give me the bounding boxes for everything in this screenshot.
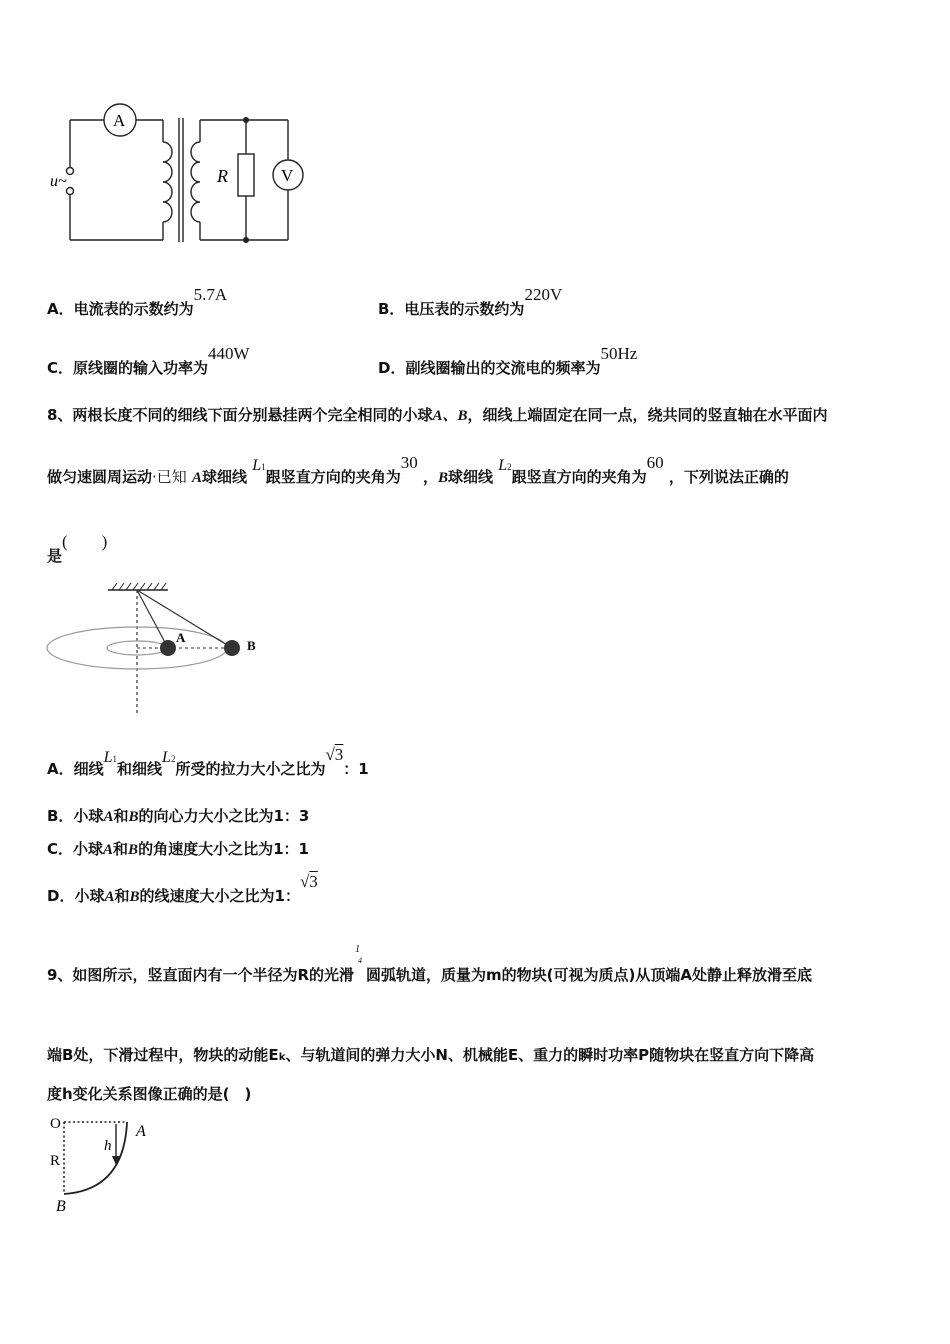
q9-quarter-fraction: 1 4 [355, 944, 362, 965]
q9-stem-line3 [47, 1083, 251, 1104]
conical-pendulum-diagram [40, 580, 280, 720]
quarter-arc-track-diagram [44, 1110, 174, 1220]
arc-label-r: R [50, 1153, 61, 1169]
q7-option-c[interactable] [47, 344, 250, 378]
q8-option-b-ball-b: B [128, 809, 139, 825]
q8-option-d-text: 的线速度大小之比为1： [139, 887, 300, 905]
q8-option-a-text: 和细线 [117, 760, 163, 778]
q8-option-d-text: D．小球 [47, 887, 105, 905]
q8-option-c-text: 和 [113, 840, 129, 858]
q8-option-a-text: A．细线 [47, 760, 104, 778]
arc-label-o: O [50, 1116, 61, 1132]
voltmeter-label: V [281, 166, 294, 185]
q9-stem-text: 度h变化关系图像正确的是( ) [47, 1085, 252, 1103]
ammeter-label: A [113, 111, 126, 130]
q8-stem-line3 [47, 532, 108, 566]
q7-option-a[interactable] [47, 285, 228, 319]
q8-option-a-text: 所受的拉力大小之比为 [175, 760, 326, 778]
q9-ek-subscript: k [278, 1052, 286, 1063]
q8-option-c-text: C．小球 [47, 840, 104, 858]
q8-option-d-text: 和 [114, 887, 130, 905]
q7-option-a-label: A．电流表的示数约为 [47, 300, 194, 318]
q8-stem-line1 [47, 404, 827, 425]
q8-l2-symbol: L2 [498, 457, 512, 474]
q8-option-c-ball-b: B [128, 842, 139, 858]
q7-option-c-value: 440W [208, 344, 250, 363]
q8-stem-text: 跟竖直方向的夹角为 [265, 468, 401, 486]
q8-stem-text: 球细线 [202, 468, 248, 486]
q9-stem-text: 圆弧轨道，质量为m的物块(可视为质点)从顶端A处静止释放滑至底 [366, 966, 812, 984]
q8-stem-line2 [47, 453, 789, 487]
q7-option-b-label: B．电压表的示数约为 [378, 300, 525, 318]
q8-option-d[interactable] [47, 872, 318, 906]
q7-option-b[interactable] [378, 285, 563, 319]
q8-option-b-text: B．小球 [47, 807, 104, 825]
q8-stem-text: ，细线上端固定在同一点，绕共同的竖直轴在水平面内 [467, 406, 828, 424]
arc-label-a: A [136, 1123, 146, 1140]
q8-option-c[interactable] [47, 838, 309, 859]
q8-option-c-ball-a: A [103, 842, 114, 858]
q8-option-b-text: 的向心力大小之比为1：3 [138, 807, 310, 825]
transformer-circuit-diagram [40, 100, 320, 260]
q7-option-b-value: 220V [524, 285, 563, 304]
q9-stem-text: 端B处，下滑过程中，物块的动能E [47, 1046, 279, 1064]
q8-option-d-ball-b: B [129, 889, 140, 905]
q8-option-a-sqrt: √3 [325, 745, 344, 764]
q7-option-d[interactable] [378, 344, 638, 378]
q7-option-c-label: C．原线圈的输入功率为 [47, 359, 209, 377]
q8-angle-60: 60 [646, 453, 664, 472]
pendulum-label-b: B [247, 638, 256, 653]
q8-stem-text: ·已知 [152, 468, 187, 486]
q8-option-b-text: 和 [113, 807, 129, 825]
q8-stem-text: 做匀速圆周运动 [47, 468, 153, 486]
q8-option-b[interactable] [47, 805, 309, 826]
q8-angle-30: 30 [400, 453, 418, 472]
q7-option-d-value: 50Hz [600, 344, 638, 363]
arc-label-h: h [104, 1138, 112, 1154]
q8-answer-blank: ( ) [62, 532, 108, 551]
q8-ball-b: B [437, 470, 448, 486]
resistor-label: R [217, 166, 228, 186]
q8-option-a-l1: L1 [103, 749, 118, 766]
q8-option-a-l2: L2 [162, 749, 176, 766]
q8-option-a-text: ：1 [343, 760, 369, 778]
q8-option-c-text: 的角速度大小之比为1：1 [138, 840, 309, 858]
q9-stem-text: 、与轨道间的弹力大小N、机械能E、重力的瞬时功率P随物块在竖直方向下降高 [285, 1046, 815, 1064]
q9-stem-line2 [47, 1044, 814, 1065]
q8-option-b-ball-a: A [103, 809, 114, 825]
q9-stem-text: 9、如图所示，竖直面内有一个半径为R的光滑 [47, 966, 354, 984]
q8-stem-text: ，下列说法正确的 [668, 468, 789, 486]
arc-label-b: B [56, 1198, 66, 1215]
q8-comma: ， [422, 468, 438, 486]
q8-ball-a: A [192, 470, 203, 486]
q7-option-d-label: D．副线圈输出的交流电的频率为 [378, 359, 601, 377]
q8-stem-text: 是 [47, 547, 63, 565]
source-label: u~ [50, 173, 67, 190]
q8-option-a[interactable] [47, 745, 369, 779]
q8-stem-text: 8、两根长度不同的细线下面分别悬挂两个完全相同的小球 [47, 406, 433, 424]
q8-balls-ab: A、B [432, 408, 468, 424]
q9-stem-line1 [47, 944, 812, 985]
q8-option-d-sqrt: √3 [299, 872, 318, 891]
q8-option-d-ball-a: A [104, 889, 115, 905]
q8-stem-text: 球细线 [447, 468, 493, 486]
q7-option-a-value: 5.7A [193, 285, 228, 304]
pendulum-label-a: A [176, 630, 186, 645]
q8-stem-text: 跟竖直方向的夹角为 [511, 468, 647, 486]
q8-l1-symbol: L1 [252, 457, 266, 474]
